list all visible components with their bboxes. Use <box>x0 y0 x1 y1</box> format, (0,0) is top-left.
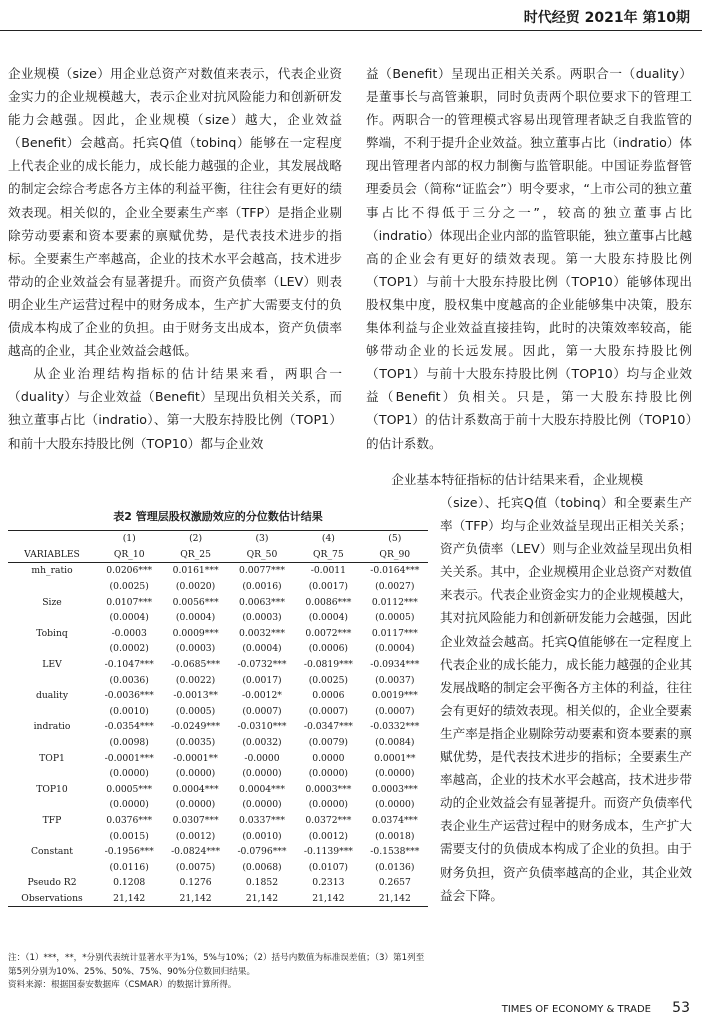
table-cell: (0.0006) <box>308 643 349 655</box>
row-label: indratio <box>33 721 71 733</box>
page-number: 53 <box>672 1000 690 1016</box>
right-column-top <box>366 62 692 455</box>
table-cell: (0.0116) <box>109 861 149 873</box>
left-paragraph-1: 企业规模（size）用企业总资产对数值来表示，代表企业资金实力的企业规模越大，表示企业对抗风险能力和创新研发能力会越强。因此，企业规模（size）越大，企业效益（Benefit）会越高。托宾Q值（tobinq）能够在一定程度上代表企业的成长能力，成长能力越强的企业，其发展战略的制定会综合考虑各方主体的利益平衡，往往会有更好的绩效表现。相关似的，企业全要素生产率（TFP）是指企业剔除劳动要素和资本要素的禀赋优势，是代表技术进步的指标。全要素生产率越高，企业的技术水平会越高，技术进步带动的企业效益会有显著提升。而资产负债率（LEV）则表明企业生产运营过程中的财务成本，生产扩大需要支付的负债成本构成了企业的负担。由于财务支出成本，资产负债率越高的企业，其企业效益会越低。 <box>8 66 342 359</box>
row-label: Observations <box>8 891 96 907</box>
table-cell: (0.0000) <box>175 799 216 811</box>
row-label <box>8 610 96 626</box>
table-row <box>8 797 428 813</box>
table-cell: -0.0013** <box>173 690 218 702</box>
table-cell: (5) <box>362 531 428 547</box>
table-cell: 0.0056*** <box>172 596 219 608</box>
table-cell: QR_10 <box>96 547 162 563</box>
table-row <box>8 704 428 720</box>
table-cell: (0.0003) <box>175 643 216 655</box>
row-label: Pseudo R2 <box>27 877 77 889</box>
table-cell: 0.0003*** <box>371 783 418 795</box>
table-cell: -0.0000 <box>244 752 280 764</box>
row-label <box>8 531 96 547</box>
table-row <box>8 641 428 657</box>
table-row <box>8 688 428 704</box>
table-cell: (0.0022) <box>175 674 216 686</box>
table-cell: 0.2313 <box>312 877 345 889</box>
table-cell: (0.0004) <box>242 643 282 655</box>
table-cell: -0.1956*** <box>104 846 154 858</box>
table-cell: (0.0007) <box>308 705 349 717</box>
table-cell: QR_25 <box>162 547 228 563</box>
table-cell: 0.2657 <box>378 877 411 889</box>
row-label: mh_ratio <box>31 565 73 577</box>
row-label: duality <box>35 690 69 702</box>
table-note: 注：（1）***，**，*分别代表统计显著水平为1%，5%与10%；（2）括号内数值为标准误差值；（3）第1列至第5列分别为10%、25%、50%、75%、90%分位数回归结果。 <box>8 953 425 977</box>
row-label <box>8 579 96 595</box>
table-cell: -0.0685*** <box>171 659 221 671</box>
table-cell: (0.0015) <box>109 830 149 842</box>
table-cell: QR_75 <box>295 547 361 563</box>
table-row <box>8 766 428 782</box>
table-row <box>8 735 428 751</box>
table-cell: -0.0249*** <box>171 721 221 733</box>
row-label: Size <box>42 596 62 608</box>
table-cell: 0.0072*** <box>305 627 352 639</box>
table-cell: (0.0075) <box>175 861 216 873</box>
table-cell: (0.0017) <box>308 581 349 593</box>
row-label <box>8 672 96 688</box>
table-cell: -0.0732*** <box>237 659 287 671</box>
table-row <box>8 672 428 688</box>
table-cell: 0.0161*** <box>172 565 219 577</box>
row-label <box>8 828 96 844</box>
table-row <box>8 531 428 547</box>
table-row <box>8 782 428 798</box>
table-cell: 0.1852 <box>245 877 279 889</box>
table-cell: (0.0136) <box>375 861 415 873</box>
table-cell: 0.0337*** <box>239 814 285 826</box>
table-cell: (0.0037) <box>375 674 415 686</box>
journal-name: TIMES OF ECONOMY & TRADE <box>501 1004 651 1015</box>
right-paragraph-1: 益（Benefit）呈现出正相关关系。两职合一（duality）是董事长与高管兼职，同时负责两个职位要求下的管理工作。两职合一的管理模式容易出现管理者缺乏自我监管的弊端，不利于提升企业效益。独立董事占比（indratio）体现出管理者内部的权力制衡与监管职能。中国证券监督管理委员会（简称“证监会”）明令要求，“上市公司的独立董事占比不得低于三分之一”，较高的独立董事占比（indratio）体现出企业内部的监管职能，独立董事占比越高的企业会有更好的绩效表现。第一大股东持股比例（TOP1）与前十大股东持股比例（TOP10）能够体现出股权集中度，股权集中度越高的企业能够集中决策，股东集体利益与企业效益直接挂钩，此时的决策效率较高，能够带动企业的长远发展。因此，第一大股东持股比例（TOP1）与前十大股东持股比例（TOP10）均与企业效益（Benefit）负相关。只是，第一大股东持股比例（TOP1）的估计系数高于前十大股东持股比例（TOP10）的估计系数。 <box>366 66 692 451</box>
table-cell: 21,142 <box>362 891 428 907</box>
table-cell: (0.0018) <box>375 830 415 842</box>
table-row <box>8 626 428 642</box>
magazine-issue: 时代经贸 2021年 第10期 <box>523 10 690 26</box>
table-cell: (0.0003) <box>242 612 282 624</box>
table-cell: -0.0796*** <box>237 846 287 858</box>
row-label <box>8 704 96 720</box>
row-label <box>8 735 96 751</box>
table-cell: QR_50 <box>229 547 295 563</box>
table-row <box>8 594 428 610</box>
table-cell: (0.0000) <box>242 768 282 780</box>
table-cell: (0.0005) <box>175 705 216 717</box>
table-cell: -0.0164*** <box>370 565 420 577</box>
table-cell: 0.1208 <box>113 877 146 889</box>
table-cell: (0.0005) <box>375 612 415 624</box>
table-cell: (0.0000) <box>308 768 349 780</box>
table-row <box>8 579 428 595</box>
left-column <box>8 62 342 455</box>
header-rule <box>0 30 702 31</box>
table-cell: (0.0000) <box>375 768 415 780</box>
table-cell: 21,142 <box>229 891 295 907</box>
table-row <box>8 547 428 563</box>
table-row <box>8 563 428 579</box>
right-column-wrap <box>440 491 692 907</box>
regression-table <box>8 530 428 907</box>
table-cell: 0.0003*** <box>305 783 352 795</box>
table-row <box>8 891 428 907</box>
table-cell: 0.0019*** <box>371 690 418 702</box>
table-row <box>8 875 428 891</box>
table-row <box>8 859 428 875</box>
table-row <box>8 750 428 766</box>
table-cell: 0.0206*** <box>106 565 153 577</box>
table-cell: 0.0006 <box>312 690 345 702</box>
table-row <box>8 813 428 829</box>
table-title: 表2 管理层股权激励效应的分位数估计结果 <box>113 510 323 523</box>
row-label: Tobinq <box>36 627 68 639</box>
table-cell: -0.0001** <box>173 752 218 764</box>
row-label <box>8 797 96 813</box>
table-cell: 0.0307*** <box>172 814 219 826</box>
table-row <box>8 844 428 860</box>
table-cell: (0.0010) <box>109 705 149 717</box>
table-row <box>8 610 428 626</box>
table-cell: 0.0117*** <box>371 627 418 639</box>
row-label: TOP10 <box>36 783 68 795</box>
table-cell: (4) <box>295 531 361 547</box>
table-cell: (0.0079) <box>308 737 349 749</box>
table-cell: (0.0004) <box>308 612 349 624</box>
table-row <box>8 657 428 673</box>
table-cell: -0.0003 <box>111 627 147 639</box>
page-header <box>0 0 702 30</box>
table-cell: -0.1139*** <box>303 846 353 858</box>
table-cell: (3) <box>229 531 295 547</box>
table-cell: (0.0000) <box>308 799 349 811</box>
left-paragraph-2: 从企业治理结构指标的估计结果来看，两职合一（duality）与企业效益（Benefit）呈现出负相关关系，而独立董事占比（indratio）、第一大股东持股比例（TOP1）和前十大股东持股比例（TOP10）都与企业效 <box>8 366 342 451</box>
row-label <box>8 766 96 782</box>
table-cell: (0.0098) <box>109 737 149 749</box>
table-cell: 0.1276 <box>179 877 212 889</box>
table-cell: 0.0374*** <box>371 814 418 826</box>
table-cell: 0.0063*** <box>239 596 285 608</box>
table-cell: -0.0347*** <box>303 721 353 733</box>
row-label: TOP1 <box>39 752 65 764</box>
table-cell: -0.0934*** <box>370 659 420 671</box>
right-column-line <box>366 468 692 491</box>
table-cell: -0.0012* <box>242 690 282 702</box>
table-source: 资料来源：根据国泰安数据库（CSMAR）的数据计算所得。 <box>8 980 237 990</box>
table-cell: (1) <box>96 531 162 547</box>
table-cell: (2) <box>162 531 228 547</box>
table-cell: -0.0819*** <box>303 659 353 671</box>
row-label: LEV <box>42 659 62 671</box>
table-cell: -0.0824*** <box>171 846 221 858</box>
table-cell: 0.0107*** <box>106 596 153 608</box>
table-cell: (0.0027) <box>375 581 415 593</box>
table-cell: 0.0376*** <box>106 814 153 826</box>
table-row <box>8 719 428 735</box>
table-cell: -0.0001*** <box>104 752 154 764</box>
table-cell: (0.0000) <box>242 799 282 811</box>
table-cell: (0.0020) <box>175 581 216 593</box>
row-label <box>8 859 96 875</box>
table-cell: (0.0007) <box>242 705 282 717</box>
table-cell: (0.0107) <box>308 861 349 873</box>
table-cell: (0.0035) <box>175 737 216 749</box>
right-paragraph-2-rest: （size）、托宾Q值（tobinq）和全要素生产率（TFP）均与企业效益呈现出正相关关系；资产负债率（LEV）则与企业效益呈现出负相关关系。其中，企业规模用企业总资产对数值来表示。代表企业资金实力的企业规模越大，其对抗风险能力和创新研发能力会越强，因此企业效益会越高。托宾Q值能够在一定程度上代表企业的成长能力，成长能力越强的企业其发展战略的制定会平衡各方主体的利益，往往会有更好的绩效表现。相关似的，企业全要素生产率是指企业剔除劳动要素和资本要素的禀赋优势，是代表技术进步的指标；全要素生产率越高，企业的技术水平会越高，技术进步带动的企业效益会有显著提升。而资产负债率代表企业生产运营过程中的财务成本，生产扩大需要支付的负债成本构成了企业的负担。由于财务负担，资产负债率越高的企业，其企业效益会下降。 <box>440 495 692 903</box>
table-cell: 21,142 <box>295 891 361 907</box>
table-cell: (0.0004) <box>175 612 216 624</box>
table-cell: (0.0025) <box>308 674 349 686</box>
table-cell: (0.0004) <box>109 612 149 624</box>
row-label: TFP <box>42 814 62 826</box>
table-cell: 0.0004*** <box>239 783 285 795</box>
table-cell: 0.0032*** <box>239 627 285 639</box>
table-cell: 0.0112*** <box>371 596 418 608</box>
table-cell: (0.0032) <box>242 737 282 749</box>
table-cell: -0.0036*** <box>104 690 154 702</box>
table-cell: 21,142 <box>162 891 228 907</box>
table-cell: (0.0000) <box>175 768 216 780</box>
table-cell: (0.0025) <box>109 581 149 593</box>
table-cell: (0.0068) <box>242 861 282 873</box>
row-label: Constant <box>31 846 73 858</box>
table-row <box>8 828 428 844</box>
table-cell: (0.0012) <box>308 830 349 842</box>
table-cell: 0.0004*** <box>172 783 219 795</box>
table-cell: 0.0086*** <box>305 596 352 608</box>
table-cell: 0.0077*** <box>239 565 285 577</box>
row-label: VARIABLES <box>8 547 96 563</box>
table-cell: (0.0000) <box>375 799 415 811</box>
table-cell: (0.0017) <box>242 674 282 686</box>
table-cell: (0.0000) <box>109 799 149 811</box>
table-cell: -0.0354*** <box>104 721 154 733</box>
right-paragraph-2-start: 企业基本特征指标的估计结果来看，企业规模 <box>391 472 644 487</box>
table-cell: (0.0010) <box>242 830 282 842</box>
table-cell: -0.0011 <box>310 565 346 577</box>
table-cell: (0.0036) <box>109 674 149 686</box>
table-cell: (0.0002) <box>109 643 149 655</box>
table-cell: 0.0005*** <box>106 783 153 795</box>
page-footer <box>502 1000 690 1016</box>
table-cell: 21,142 <box>96 891 162 907</box>
table-cell: (0.0084) <box>375 737 415 749</box>
table-notes <box>8 952 428 993</box>
table-cell: 0.0009*** <box>172 627 219 639</box>
table-cell: QR_90 <box>362 547 428 563</box>
table-cell: -0.1538*** <box>370 846 420 858</box>
table-cell: (0.0000) <box>109 768 149 780</box>
table-cell: -0.0332*** <box>370 721 420 733</box>
table-cell: -0.0310*** <box>237 721 287 733</box>
table-cell: (0.0004) <box>375 643 415 655</box>
table-cell: 0.0372*** <box>305 814 352 826</box>
table-cell: (0.0007) <box>375 705 415 717</box>
table-cell: -0.1047*** <box>104 659 154 671</box>
row-label <box>8 641 96 657</box>
table-cell: 0.0001** <box>374 752 416 764</box>
table-cell: (0.0016) <box>242 581 282 593</box>
table-cell: (0.0012) <box>175 830 216 842</box>
table-cell: 0.0000 <box>312 752 345 764</box>
